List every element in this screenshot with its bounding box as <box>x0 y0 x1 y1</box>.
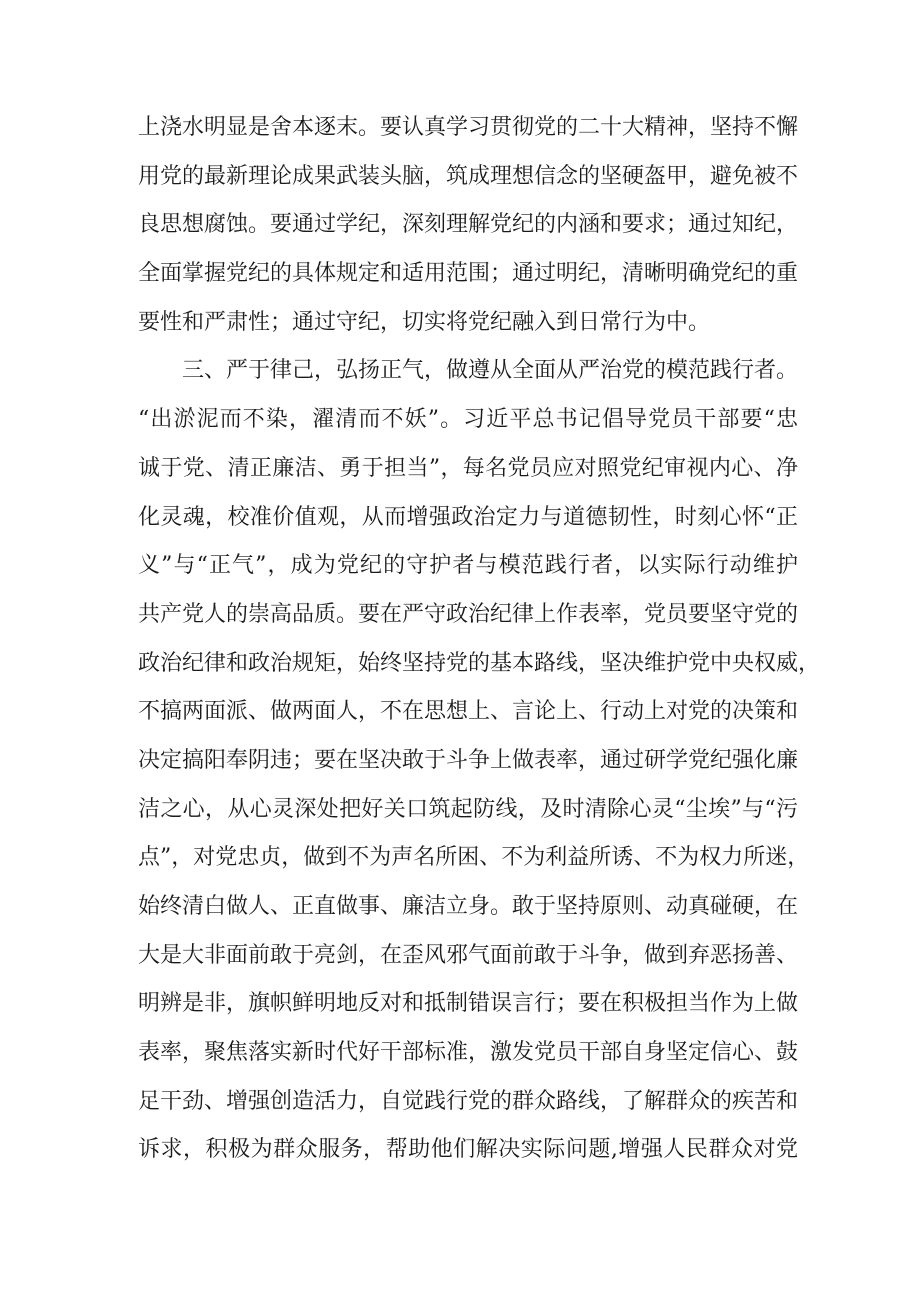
text-line: 点”，对党忠贞，做到不为声名所困、不为利益所诱、不为权力所迷， <box>138 845 810 871</box>
text-line: 化灵魂，校准价值观，从而增强政治定力与道德韧性，时刻心怀“正 <box>138 504 798 530</box>
text-line: 决定搞阳奉阴违；要在坚决敢于斗争上做表率，通过研学党纪强化廉 <box>138 747 799 773</box>
text-line: 表率，聚焦落实新时代好干部标准，激发党员干部自身坚定信心、鼓 <box>138 1040 799 1066</box>
text-line: 上浇水明显是舍本逐末。要认真学习贯彻党的二十大精神，坚持不懈 <box>138 115 799 140</box>
section-heading: 三、严于律己，弘扬正气，做遵从全面从严治党的模范践行者。 <box>182 358 799 384</box>
text-line: 全面掌握党纪的具体规定和适用范围；通过明纪，清晰明确党纪的重 <box>138 261 799 287</box>
text-line: 良思想腐蚀。要通过学纪，深刻理解党纪的内涵和要求；通过知纪， <box>138 212 799 238</box>
text-line: “出淤泥而不染，濯清而不妖”。习近平总书记倡导党员干部要“忠 <box>138 407 798 433</box>
text-line: 不搞两面派、做两面人，不在思想上、言论上、行动上对党的决策和 <box>138 699 799 725</box>
text-line: 明辨是非，旗帜鲜明地反对和抵制错误言行；要在积极担当作为上做 <box>138 991 799 1017</box>
text-line: 政治纪律和政治规矩，始终坚持党的基本路线，坚决维护党中央权威， <box>138 650 821 676</box>
text-line: 大是大非面前敢于亮剑，在歪风邪气面前敢于斗争，做到弃恶扬善、 <box>138 942 799 968</box>
text-line: 用党的最新理论成果武装头脑，筑成理想信念的坚硬盔甲，避免被不 <box>138 163 799 189</box>
paragraph-end-line: 要性和严肃性；通过守纪，切实将党纪融入到日常行为中。 <box>138 309 711 335</box>
text-line: 足干劲、增强创造活力，自觉践行党的群众路线，了解群众的疾苦和 <box>138 1088 799 1114</box>
text-line: 洁之心，从心灵深处把好关口筑起防线，及时清除心灵“尘埃”与“污 <box>138 796 798 822</box>
text-line: 共产党人的崇高品质。要在严守政治纪律上作表率，党员要坚守党的 <box>138 601 799 627</box>
text-line: 诚于党、清正廉洁、勇于担当”，每名党员应对照党纪审视内心、净 <box>138 455 798 481</box>
text-line: 诉求，积极为群众服务，帮助他们解决实际问题,增强人民群众对党 <box>138 1137 798 1163</box>
text-line: 始终清白做人、正直做事、廉洁立身。敢于坚持原则、动真碰硬，在 <box>138 894 799 919</box>
body-text <box>138 104 821 1175</box>
text-line: 义”与“正气”，成为党纪的守护者与模范践行者，以实际行动维护 <box>138 553 798 579</box>
